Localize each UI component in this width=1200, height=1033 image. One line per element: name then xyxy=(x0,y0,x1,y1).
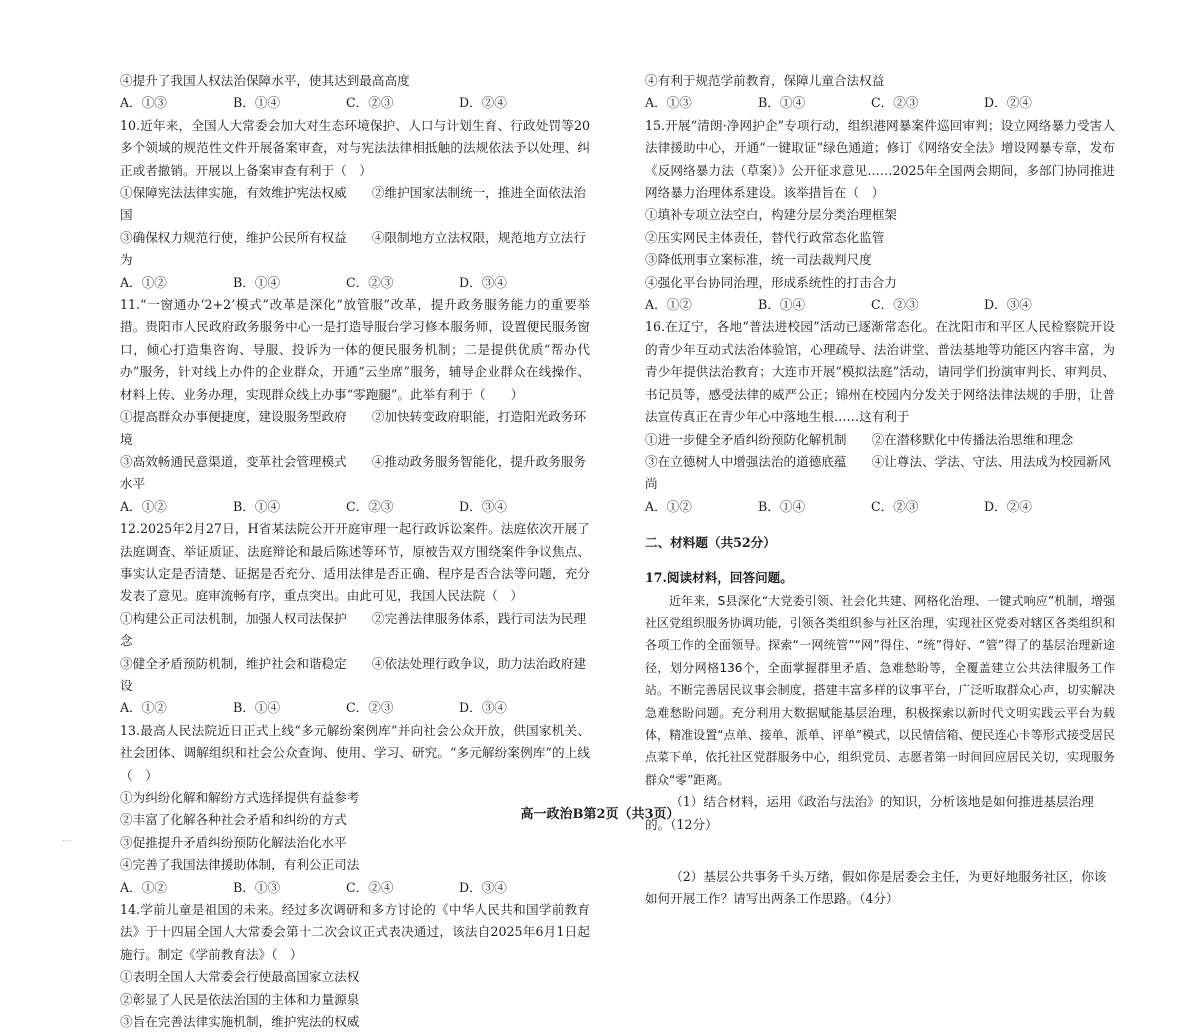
question-17-intro: 17.阅读材料，回答问题。 xyxy=(645,570,793,586)
question-stem: 16.在辽宁，各地“普法进校园”活动已逐渐常态化。在沈阳市和平区人民检察院开设的青少年互动式法治体验馆，心理疏导、法治讲堂、普法基地等功能区内容丰富，为青少年提供法治教育；大连市开展“模拟法庭”活动，请同学们扮演审判长、审判员、书记员等，感受法律的威严公正；锦州在校园内分发关于网络法律法规的手册，让普法宣传真正在青少年心中落地生根……这有利于 xyxy=(645,319,1115,425)
option-line: ①进一步健全矛盾纠纷预防化解机制 ②在潜移默化中传播法治思维和理念 xyxy=(645,431,1074,447)
answer-choice: A．①② xyxy=(120,879,167,895)
option-line: ③健全矛盾预防机制，维护社会和谐稳定 ④依法处理行政争议，助力法治政府建设 xyxy=(120,655,586,693)
right-questions xyxy=(645,70,1115,518)
option-line: ③降低刑事立案标准，统一司法裁判尺度 xyxy=(645,252,872,268)
answer-choices xyxy=(120,697,590,719)
answer-choice: D．③④ xyxy=(459,498,507,514)
answer-choice: D．③④ xyxy=(459,879,507,895)
answer-choice: A．①③ xyxy=(645,95,692,111)
answer-choice: B．①④ xyxy=(758,95,806,111)
answer-choice: D．③④ xyxy=(459,700,507,716)
question-stem: 14.学前儿童是祖国的未来。经过多次调研和多方讨论的《中华人民共和国学前教育法》于十四届全国人大常委会第十二次会议正式表决通过，该法自2025年6月1日起施行。制定《学前教育法》（ ） xyxy=(120,902,590,962)
option-line: ①填补专项立法空白，构建分层分类治理框架 xyxy=(645,207,897,223)
question-stem: 15.开展“清朗·净网护企”专项行动，组织港网暴案件巡回审判；设立网络暴力受害人法律援助中心，开通“一键取证”绿色通道；修订《网络安全法》增设网暴专章，发布《反网络暴力法（草案）》公开征求意见……2025年全国两会期间，多部门协同推进网络暴力治理体系建设。该举措旨在（ ） xyxy=(645,117,1115,201)
answer-choices xyxy=(645,92,1115,114)
option-line: ④提升了我国人权法治保障水平，使其达到最高高度 xyxy=(120,73,410,88)
answer-choice: C．②④ xyxy=(346,879,394,895)
answer-choice: C．②③ xyxy=(346,498,394,514)
page-footer: 高一政治B第2页（共3页） xyxy=(520,807,680,822)
answer-choice: D．③④ xyxy=(984,297,1032,313)
answer-choice: A．①② xyxy=(120,700,167,716)
answer-choice: C．②③ xyxy=(871,95,919,111)
option-line: ②彰显了人民是依法治国的主体和力量源泉 xyxy=(120,991,360,1007)
option-line: ①表明全国人大常委会行使最高国家立法权 xyxy=(120,969,360,985)
option-line: ①保障宪法法律实施，有效维护宪法权威 ②维护国家法制统一，推进全面依法治国 xyxy=(120,185,586,223)
answer-choices xyxy=(120,272,590,294)
option-line: ①构建公正司法机制，加强人权司法保护 ②完善法律服务体系，践行司法为民理念 xyxy=(120,610,586,649)
answer-choice: A．①② xyxy=(645,297,692,313)
question-17-part-1: （1）结合材料，运用《政治与法治》的知识，分析该地是如何推进基层治理的。（12分） xyxy=(645,794,1094,832)
question-stem: 11.“一窗通办‘2+2’模式”改革是深化“放管服”改革，提升政务服务能力的重要举措。贵阳市人民政府政务服务中心一是打造导服台学习修本服务师，设置便民服务窗口，倾心打造集咨询、导服、投诉为一体的便民服务机制；二是提供优质“帮办代办”服务，针对线上办件的企业群众，开通“云坐席”服务，辅导企业群众在线操作、材料上传、业务办理，实现群众线上办事“零跑腿”。此举有利于（ ） xyxy=(120,297,590,402)
option-line: ④强化平台协同治理，形成系统性的打击合力 xyxy=(645,274,897,290)
option-line: ④完善了我国法律援助体制，有利公正司法 xyxy=(120,857,360,873)
answer-choice: B．①④ xyxy=(233,498,281,514)
answer-choice: B．①④ xyxy=(233,95,281,111)
right-column xyxy=(645,70,1115,911)
option-line: ③旨在完善法律实施机制，维护宪法的权威 xyxy=(120,1014,360,1030)
answer-choice: D．②④ xyxy=(984,498,1032,514)
answer-choices xyxy=(120,496,590,518)
answer-choices xyxy=(120,877,590,899)
option-line: ③促推提升矛盾纠纷预防化解法治化水平 xyxy=(120,834,347,850)
option-line: ②丰富了化解各种社会矛盾和纠纷的方式 xyxy=(120,812,347,828)
answer-choices xyxy=(645,496,1115,518)
answer-choice: A．①③ xyxy=(120,95,167,111)
option-line: ③高效畅通民意渠道，变革社会管理模式 ④推动政务服务智能化，提升政务服务水平 xyxy=(120,453,586,492)
option-line: ②压实网民主体责任，替代行政常态化监管 xyxy=(645,229,885,245)
answer-choices xyxy=(645,294,1115,316)
option-line: ③在立德树人中增强法治的道德底蕴 ④让尊法、学法、守法、用法成为校园新风尚 xyxy=(645,453,1111,492)
answer-choice: B．①④ xyxy=(233,274,281,290)
answer-choice: C．②③ xyxy=(346,700,394,716)
answer-choice: B．①④ xyxy=(758,498,806,514)
question-stem: 13.最高人民法院近日正式上线“多元解纷案例库”并向社会公众开放，供国家机关、社会团体、调解组织和社会公众查询、使用、学习、研究。“多元解纷案例库”的上线（ ） xyxy=(120,722,590,783)
material-text: 近年来，S县深化“大党委引领、社会化共建、网格化治理、一键式响应”机制，增强社区党组织服务协调功能，引领各类组织参与社区治理，实现社区党委对辖区各类组织和各项工作的全面领导。探索“一网统管”“网”得住、“统”得好、“管”得了的基层治理新途径，划分网格136个，全面掌握群里矛盾、急难愁盼等，全覆盖建立公共法律服务工作站。不断完善居民议事会制度，搭建丰富多样的议事平台，广泛听取群众心声，切实解决急难愁盼问题。充分利用大数据赋能基层治理，积极探索以新时代文明实践云平台为载体，精准设置“点单、接单、派单、评单”模式，以民情信箱、便民连心卡等形式接受居民点菜下单，依托社区党群服务中心，组织党员、志愿者第一时间回应居民关切，实现服务群众“零”距离。 xyxy=(645,593,1115,787)
option-line: ①提高群众办事便捷度，建设服务型政府 ②加快转变政府职能，打造阳光政务环境 xyxy=(120,409,586,447)
answer-choice: D．②④ xyxy=(459,95,507,111)
answer-choice: C．②③ xyxy=(346,274,394,290)
answer-choice: B．①④ xyxy=(758,297,806,313)
section-title: 二、材料题（共52分） xyxy=(645,535,776,551)
corner-mark: ... xyxy=(62,834,70,843)
answer-choice: B．①④ xyxy=(233,700,281,716)
answer-choice: C．②③ xyxy=(346,95,394,111)
question-stem: 10.近年来，全国人大常委会加大对生态环境保护、人口与计划生育、行政处罚等20多个领域的规范性文件开展备案审查，对与宪法法律相抵触的法规依法予以处理、纠正或者撤销。开展以上备案审查有利于（ ） xyxy=(120,117,590,178)
answer-choice: A．①② xyxy=(120,498,167,514)
answer-space xyxy=(645,836,1115,866)
answer-choice: C．②③ xyxy=(871,297,919,313)
left-column xyxy=(120,70,590,1033)
answer-choice: A．①② xyxy=(120,274,167,290)
answer-choice: B．①③ xyxy=(233,879,281,895)
answer-choice: D．③④ xyxy=(459,274,507,290)
option-line: ④有利于规范学前教育，保障儿童合法权益 xyxy=(645,73,885,88)
question-17-part-2: （2）基层公共事务千头万绪，假如你是居委会主任，为更好地服务社区，你该如何开展工作？请写出两条工作思路。（4分） xyxy=(645,869,1107,907)
answer-choice: D．②④ xyxy=(984,95,1032,111)
answer-choice: C．②③ xyxy=(871,498,919,514)
answer-choices xyxy=(120,92,590,114)
option-line: ③确保权力规范行使，维护公民所有权益 ④限制地方立法权限，规范地方立法行为 xyxy=(120,229,586,268)
option-line: ①为纠纷化解和解纷方式选择提供有益参考 xyxy=(120,790,360,805)
question-stem: 12.2025年2月27日，H省某法院公开开庭审理一起行政诉讼案件。法庭依次开展了法庭调查、举证质证、法庭辩论和最后陈述等环节，原被告双方围绕案件争议焦点、事实认定是否清楚、证据是否充分、适用法律是否正确、程序是否合法等问题，充分发表了意见。庭审流畅有序，重点突出。由此可见，我国人民法院（ ） xyxy=(120,521,590,604)
answer-choice: A．①② xyxy=(645,498,692,514)
